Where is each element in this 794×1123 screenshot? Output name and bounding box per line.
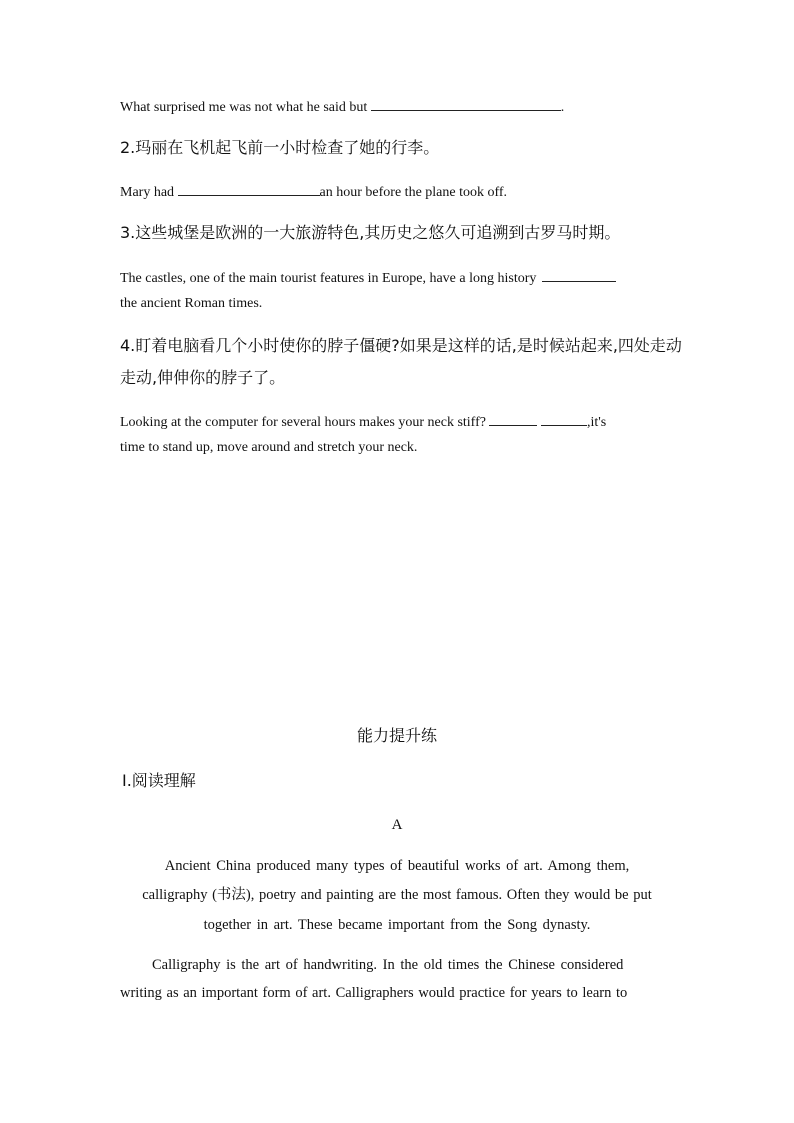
section-subtitle: Ⅰ.阅读理解	[122, 771, 196, 790]
q4-english-before: Looking at the computer for several hours makes your neck stiff?	[120, 415, 486, 430]
q1-english-before: What surprised me was not what he said but	[120, 100, 368, 115]
passage-p2-line1: Calligraphy is the art of handwriting. In the old times the Chinese considered	[152, 957, 624, 973]
q4-answer-blank-1[interactable]	[489, 413, 537, 426]
q2-english-after: an hour before the plane took off.	[319, 185, 508, 200]
q2-chinese-prompt: 2.玛丽在飞机起飞前一小时检查了她的行李。	[120, 138, 440, 157]
passage-p1-line2: calligraphy (书法), poetry and painting are the most famous. Often they would be put	[142, 887, 652, 903]
q4-english-line1	[120, 413, 606, 431]
q4-english-line2: time to stand up, move around and stretch your neck.	[120, 440, 418, 455]
q4-chinese-prompt-line2: 走动,伸伸你的脖子了。	[120, 368, 286, 387]
q1-english-after: .	[560, 100, 565, 115]
q4-chinese-prompt-line1: 4.盯着电脑看几个小时使你的脖子僵硬?如果是这样的话,是时候站起来,四处走动	[120, 336, 682, 355]
q3-english-text: The castles, one of the main tourist features in Europe, have a long history	[120, 271, 537, 286]
passage-p2-line2: writing as an important form of art. Calligraphers would practice for years to learn to	[120, 985, 628, 1001]
q4-english-after: ,it's	[586, 415, 607, 430]
q2-english-line	[120, 183, 507, 201]
q1-english-line	[120, 98, 564, 116]
q4-answer-blank-2[interactable]	[541, 413, 587, 426]
q3-english-line1	[120, 269, 616, 287]
q3-answer-blank[interactable]	[542, 269, 616, 282]
q3-english-line2: the ancient Roman times.	[120, 296, 263, 311]
passage-p1-line1: Ancient China produced many types of beautiful works of art. Among them,	[164, 858, 630, 874]
passage-p1-line3: together in art. These became important from the Song dynasty.	[203, 917, 591, 933]
passage-label: A	[391, 817, 403, 833]
section-title: 能力提升练	[356, 726, 437, 745]
q3-chinese-prompt: 3.这些城堡是欧洲的一大旅游特色,其历史之悠久可追溯到古罗马时期。	[120, 223, 621, 242]
q2-answer-blank[interactable]	[178, 183, 320, 196]
q2-english-before: Mary had	[120, 185, 175, 200]
q1-answer-blank[interactable]	[371, 98, 561, 111]
